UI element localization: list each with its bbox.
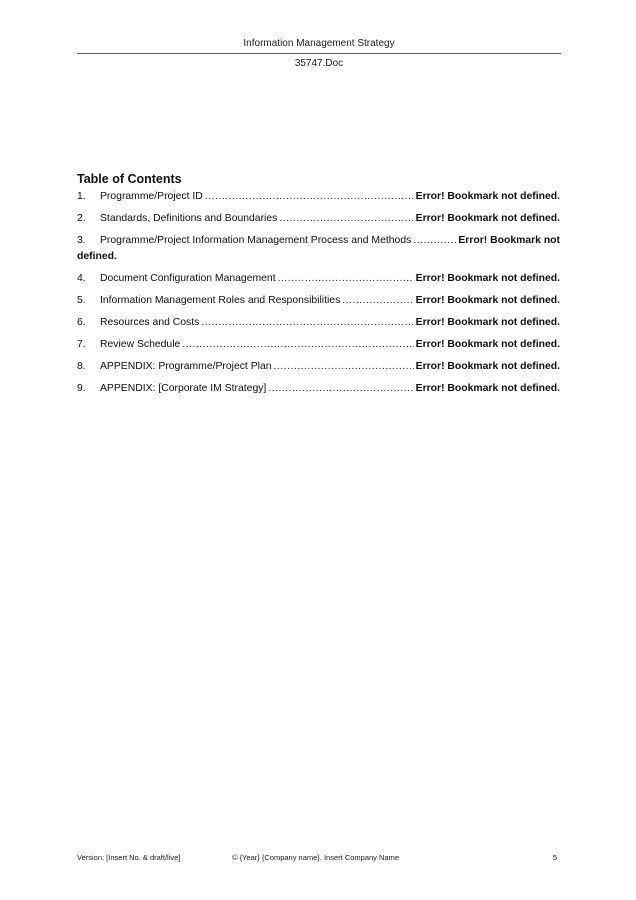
header-divider [77,53,561,54]
toc-entry-number: 4. [77,273,86,284]
toc-dot-leader [182,338,413,352]
toc-entry-page-ref: Error! Bookmark not defined. [415,295,560,306]
toc-entry-page-ref-continued: defined. [77,251,117,262]
toc-entry-title: Programme/Project Information Management Process and Methods [100,235,412,246]
toc-entry-page-ref: Error! Bookmark not [458,235,560,246]
toc-entry-page-ref: Error! Bookmark not defined. [415,191,560,202]
toc-entry-title: Document Configuration Management [100,273,276,284]
toc-entry-title: Standards, Definitions and Boundaries [100,213,278,224]
toc-entry-title: Information Management Roles and Responsibilities [100,295,341,306]
footer-version: Version: [Insert No. & draft/live] [77,853,181,862]
toc-entry-page-ref: Error! Bookmark not defined. [415,213,560,224]
toc-entry-number: 9. [77,383,86,394]
toc-dot-leader [205,190,414,204]
toc-heading: Table of Contents [77,172,182,186]
header-doc-name: 35747.Doc [294,58,344,69]
toc-entry[interactable] [77,338,560,360]
toc-entry[interactable] [77,360,560,382]
toc-dot-leader [279,212,413,226]
toc-entry[interactable] [77,212,560,234]
toc-dot-leader [342,294,413,308]
toc-dot-leader [201,316,413,330]
toc-entry[interactable] [77,382,560,404]
toc-entry[interactable] [77,294,560,316]
toc-entry-title: Resources and Costs [100,317,200,328]
toc-entry[interactable] [77,190,560,212]
table-of-contents [77,172,560,404]
toc-entry[interactable] [77,316,560,338]
toc-entry-number: 5. [77,295,86,306]
toc-dot-leader [274,360,414,374]
toc-entry-number: 2. [77,213,86,224]
toc-entry-title: Review Schedule [100,339,181,350]
toc-entry-page-ref: Error! Bookmark not defined. [415,361,560,372]
toc-entry-title: APPENDIX: Programme/Project Plan [100,361,272,372]
toc-entry-page-ref: Error! Bookmark not defined. [415,317,560,328]
toc-entry-number: 1. [77,191,86,202]
toc-entry-number: 3. [77,235,86,246]
toc-entry-number: 6. [77,317,86,328]
toc-dot-leader [268,382,413,396]
footer-page-number: 5 [552,853,557,862]
toc-entry-page-ref: Error! Bookmark not defined. [415,383,560,394]
toc-entry[interactable] [77,234,560,264]
toc-entry[interactable] [77,272,560,294]
toc-entry-title: APPENDIX: [Corporate IM Strategy] [100,383,267,394]
toc-dot-leader [413,234,456,248]
toc-entry-number: 8. [77,361,86,372]
toc-entry-page-ref: Error! Bookmark not defined. [415,339,560,350]
toc-dot-leader [278,272,414,286]
footer-copyright: © {Year} {Company name}. Insert Company Name [232,853,400,862]
toc-entry-page-ref: Error! Bookmark not defined. [415,273,560,284]
toc-entry-number: 7. [77,339,86,350]
toc-entry-title: Programme/Project ID [100,191,203,202]
header-title: Information Management Strategy [243,38,395,49]
